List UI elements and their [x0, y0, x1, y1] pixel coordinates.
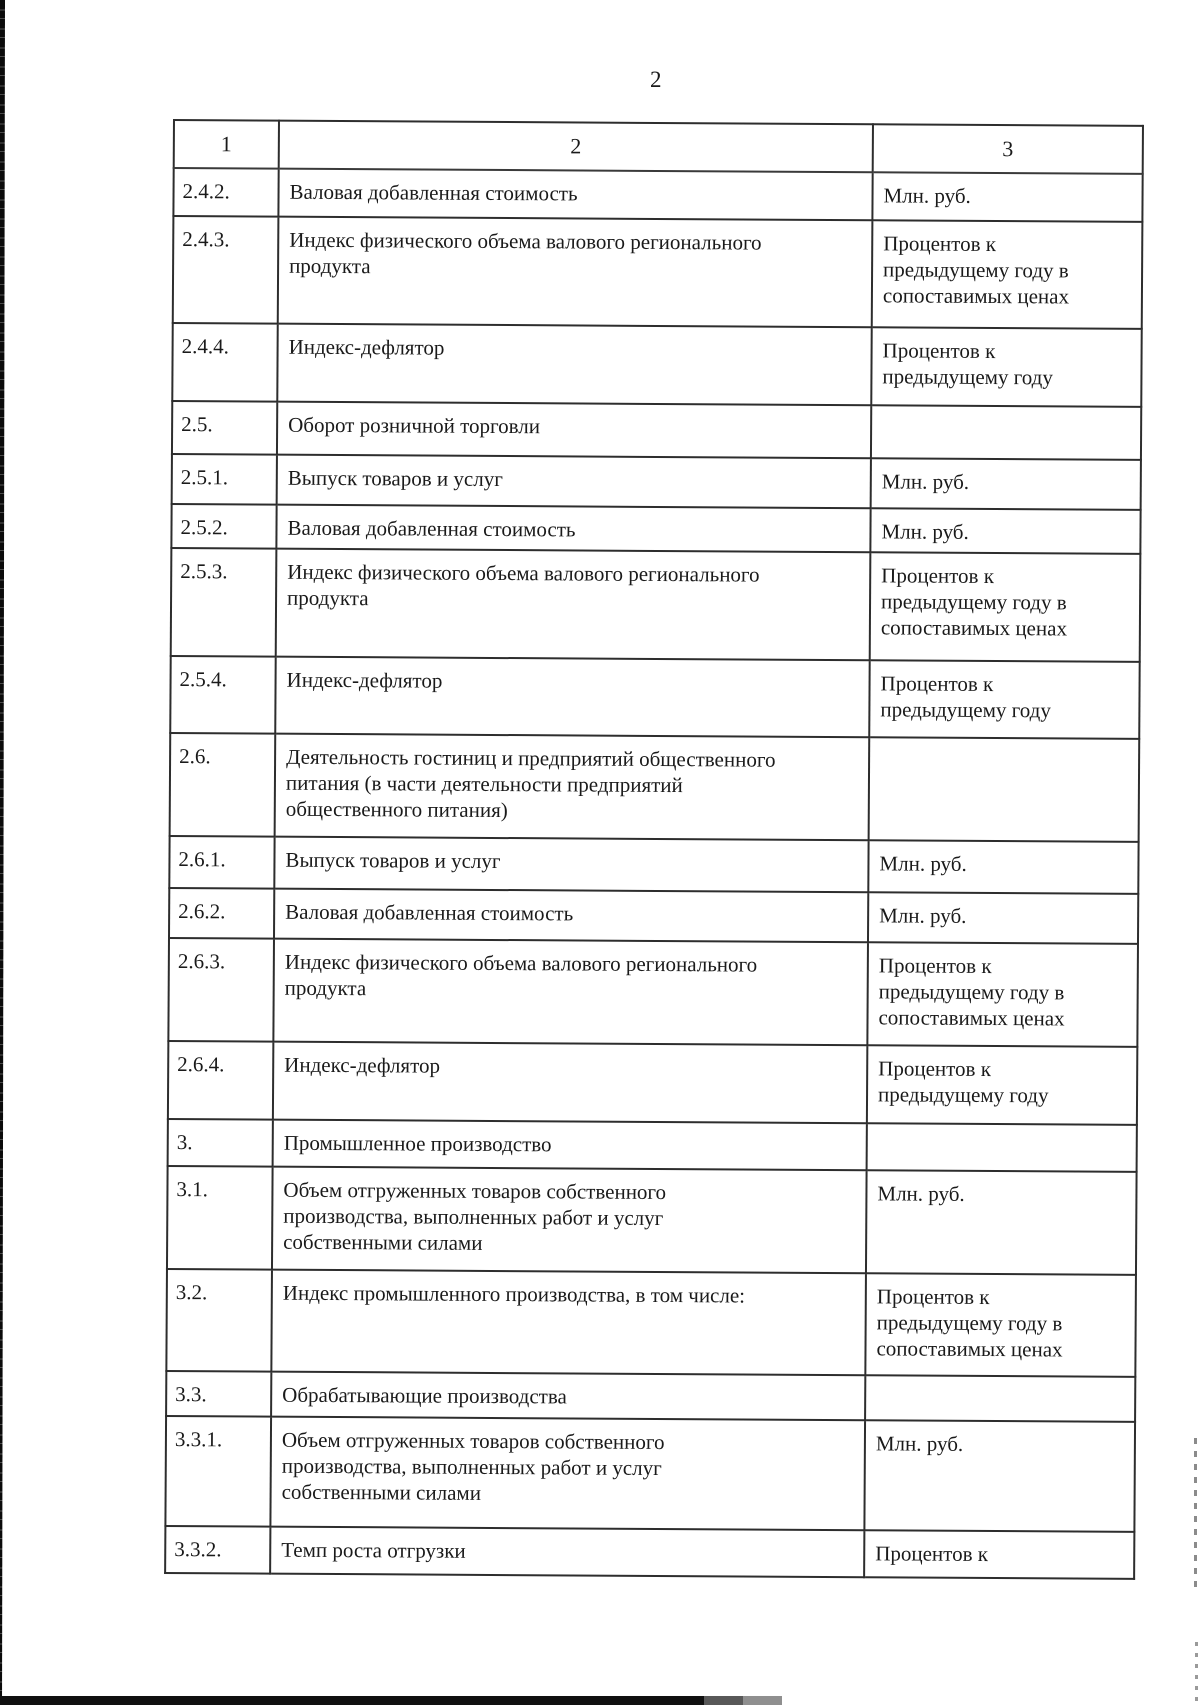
cell-indicator: Деятельность гостиниц и предприятий общественного питания (в части деятельности предприятий общественного питания): [275, 734, 870, 841]
table-row: [168, 1119, 1137, 1172]
cell-indicator: Индекс-дефлятор: [277, 324, 871, 406]
table-row: [169, 888, 1138, 944]
indicators-table: [164, 119, 1144, 1580]
cell-code: 2.5.: [172, 401, 277, 455]
cell-code: 3.2.: [166, 1269, 272, 1372]
scan-left-edge-artifact: [0, 0, 5, 1705]
column-header-code: 1: [174, 120, 279, 169]
table-row: [172, 454, 1141, 510]
cell-unit: Процентов к предыдущему году: [867, 1045, 1137, 1125]
table-row: [172, 401, 1141, 460]
cell-code: 2.5.3.: [171, 548, 277, 657]
cell-indicator: Индекс физического объема валового регионального продукта: [278, 217, 873, 328]
page-number: 2: [650, 67, 662, 92]
cell-code: 2.6.3.: [168, 938, 274, 1042]
cell-unit: Процентов к: [864, 1530, 1134, 1579]
cell-code: 3.3.1.: [165, 1416, 271, 1527]
table-row: [171, 548, 1141, 662]
cell-code: 2.5.2.: [171, 504, 276, 549]
cell-indicator: Индекс-дефлятор: [275, 657, 869, 738]
table-row: [173, 216, 1143, 329]
cell-code: 2.6.4.: [168, 1041, 273, 1120]
cell-code: 2.6.2.: [169, 888, 274, 939]
cell-code: 3.: [168, 1119, 273, 1167]
cell-indicator: Индекс-дефлятор: [273, 1042, 867, 1124]
cell-unit: Процентов к предыдущему году в сопоставимых ценах: [865, 1273, 1136, 1377]
cell-indicator: Валовая добавленная стоимость: [274, 889, 868, 943]
cell-code: 3.1.: [167, 1166, 273, 1270]
cell-unit: [871, 405, 1141, 460]
cell-unit: Процентов к предыдущему году: [869, 660, 1139, 739]
cell-unit: Млн. руб.: [868, 892, 1138, 944]
cell-indicator: Промышленное производство: [273, 1120, 867, 1171]
column-header-unit: 3: [873, 124, 1143, 174]
cell-unit: Процентов к предыдущему году в сопоставимых ценах: [870, 552, 1141, 662]
cell-indicator: Индекс физического объема валового регионального продукта: [273, 939, 868, 1046]
cell-unit: Процентов к предыдущему году в сопоставимых ценах: [867, 942, 1138, 1047]
cell-indicator: Валовая добавленная стоимость: [276, 505, 870, 553]
table-row: [168, 938, 1138, 1047]
cell-code: 2.6.: [170, 733, 276, 837]
table-row: [170, 656, 1139, 739]
column-header-indicator: 2: [279, 121, 873, 173]
cell-code: 2.6.1.: [169, 836, 274, 889]
cell-unit: Млн. руб.: [872, 172, 1142, 222]
table-row: [173, 168, 1142, 222]
cell-unit: Млн. руб.: [871, 458, 1141, 510]
scan-bottom-bar-artifact: [0, 1696, 782, 1705]
cell-indicator: Оборот розничной торговли: [277, 402, 871, 459]
scan-right-edge-dashes-artifact: [1194, 1438, 1197, 1590]
cell-indicator: Обрабатывающие производства: [271, 1372, 865, 1421]
table-row: [172, 323, 1141, 407]
cell-indicator: Валовая добавленная стоимость: [278, 169, 872, 221]
cell-indicator: Индекс промышленного производства, в том числе:: [271, 1270, 866, 1376]
table-row: [166, 1269, 1136, 1377]
cell-unit: [869, 737, 1140, 842]
cell-indicator: Объем отгруженных товаров собственного производства, выполненных работ и услуг собственными силами: [272, 1167, 867, 1274]
cell-indicator: Объем отгруженных товаров собственного производства, выполненных работ и услуг собственными силами: [270, 1417, 865, 1531]
table-header: [174, 120, 1143, 174]
table-row: [171, 504, 1140, 554]
cell-unit: Млн. руб.: [864, 1420, 1135, 1532]
cell-unit: Млн. руб.: [866, 1170, 1137, 1275]
table-header-row: [174, 120, 1143, 174]
cell-unit: Млн. руб.: [870, 508, 1140, 554]
cell-code: 2.5.4.: [170, 656, 275, 734]
cell-indicator: Выпуск товаров и услуг: [274, 837, 868, 893]
cell-unit: [867, 1123, 1137, 1172]
table-row: [170, 733, 1140, 842]
cell-code: 2.4.4.: [172, 323, 277, 402]
cell-unit: Млн. руб.: [868, 840, 1138, 894]
cell-unit: Процентов к предыдущему году: [871, 327, 1141, 407]
cell-indicator: Темп роста отгрузки: [270, 1527, 864, 1578]
table-row: [165, 1526, 1134, 1579]
cell-code: 2.5.1.: [172, 454, 277, 505]
table-row: [167, 1166, 1137, 1275]
table-row: [165, 1416, 1135, 1532]
cell-code: 3.3.2.: [165, 1526, 270, 1574]
table-body: [165, 168, 1143, 1579]
cell-unit: Процентов к предыдущему году в сопоставимых ценах: [872, 220, 1143, 329]
table-row: [169, 836, 1138, 894]
table-row: [166, 1371, 1135, 1422]
cell-code: 3.3.: [166, 1371, 271, 1417]
scan-right-edge-specks-artifact: [1195, 1642, 1198, 1702]
cell-unit: [865, 1375, 1135, 1422]
cell-indicator: Индекс физического объема валового регионального продукта: [276, 549, 871, 661]
table-row: [168, 1041, 1137, 1125]
cell-code: 2.4.3.: [173, 216, 279, 324]
cell-code: 2.4.2.: [173, 168, 278, 217]
cell-indicator: Выпуск товаров и услуг: [277, 455, 871, 509]
